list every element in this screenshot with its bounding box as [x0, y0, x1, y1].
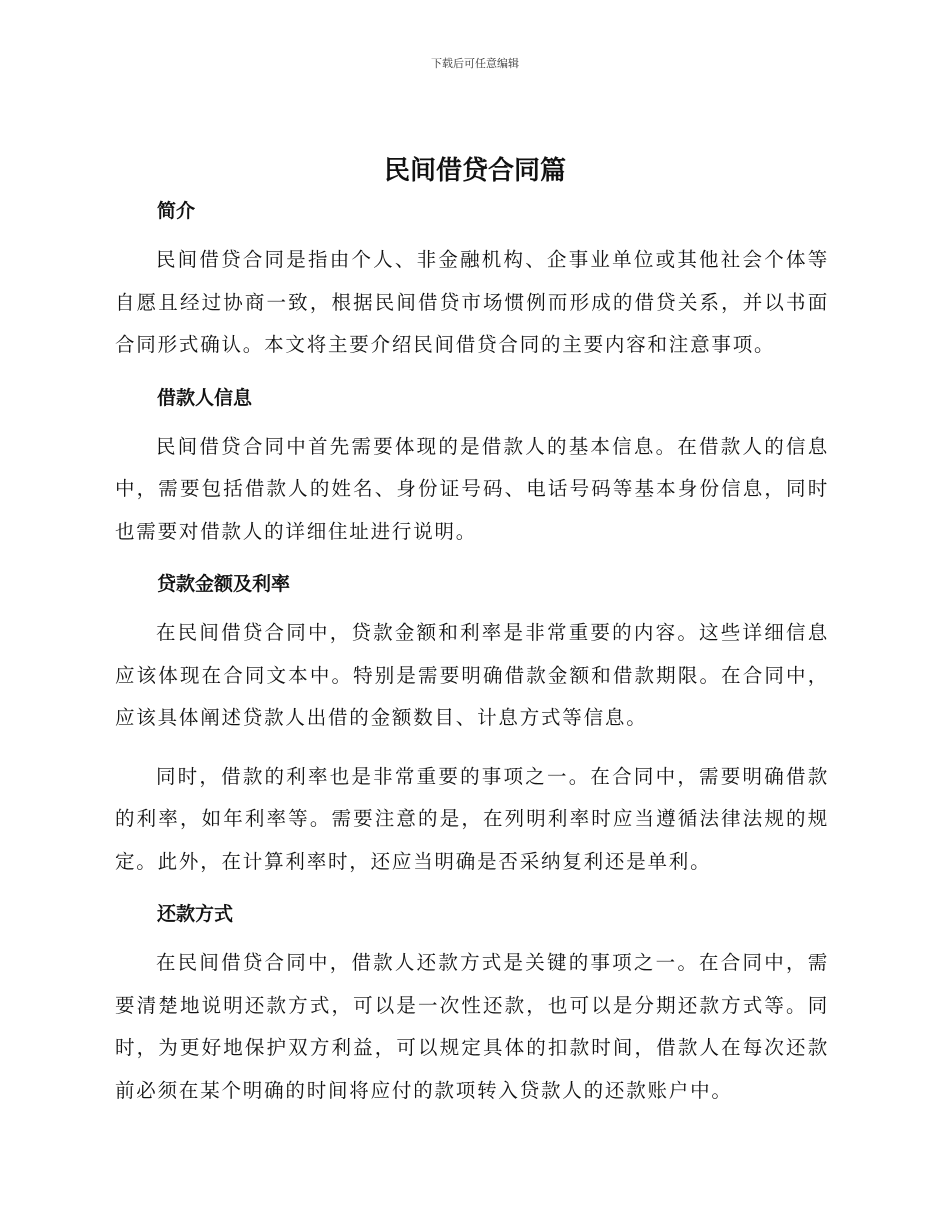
- section-heading-repayment: 还款方式: [157, 903, 234, 925]
- section-heading-loan-amount-rate: 贷款金额及利率: [157, 573, 291, 595]
- page-header-note: 下载后可任意编辑: [431, 57, 519, 70]
- section-heading-intro: 简介: [157, 200, 196, 222]
- paragraph-borrower-info: 民间借贷合同中首先需要体现的是借款人的基本信息。在借款人的信息中，需要包括借款人的姓名、身份证号码、电话号码等基本身份信息，同时也需要对借款人的详细住址进行说明。: [115, 434, 829, 543]
- paragraph-interest-rate: 同时，借款的利率也是非常重要的事项之一。在合同中，需要明确借款的利率，如年利率等。需要注意的是，在列明利率时应当遵循法律法规的规定。此外，在计算利率时，还应当明确是否采纳复利还是单利。: [115, 764, 829, 873]
- paragraph-repayment: 在民间借贷合同中，借款人还款方式是关键的事项之一。在合同中，需要清楚地说明还款方式，可以是一次性还款，也可以是分期还款方式等。同时，为更好地保护双方利益，可以规定具体的扣款时间，借款人在每次还款前必须在某个明确的时间将应付的款项转入贷款人的还款账户中。: [115, 951, 829, 1102]
- document-title: 民间借贷合同篇: [383, 156, 566, 186]
- paragraph-intro: 民间借贷合同是指由个人、非金融机构、企事业单位或其他社会个体等自愿且经过协商一致，根据民间借贷市场惯例而形成的借贷关系，并以书面合同形式确认。本文将主要介绍民间借贷合同的主要内容和注意事项。: [115, 248, 829, 356]
- paragraph-loan-amount: 在民间借贷合同中，贷款金额和利率是非常重要的内容。这些详细信息应该体现在合同文本中。特别是需要明确借款金额和借款期限。在合同中，应该具体阐述贷款人出借的金额数目、计息方式等信息。: [115, 621, 829, 729]
- document-body: [115, 196, 829, 1112]
- section-heading-borrower-info: 借款人信息: [157, 386, 253, 409]
